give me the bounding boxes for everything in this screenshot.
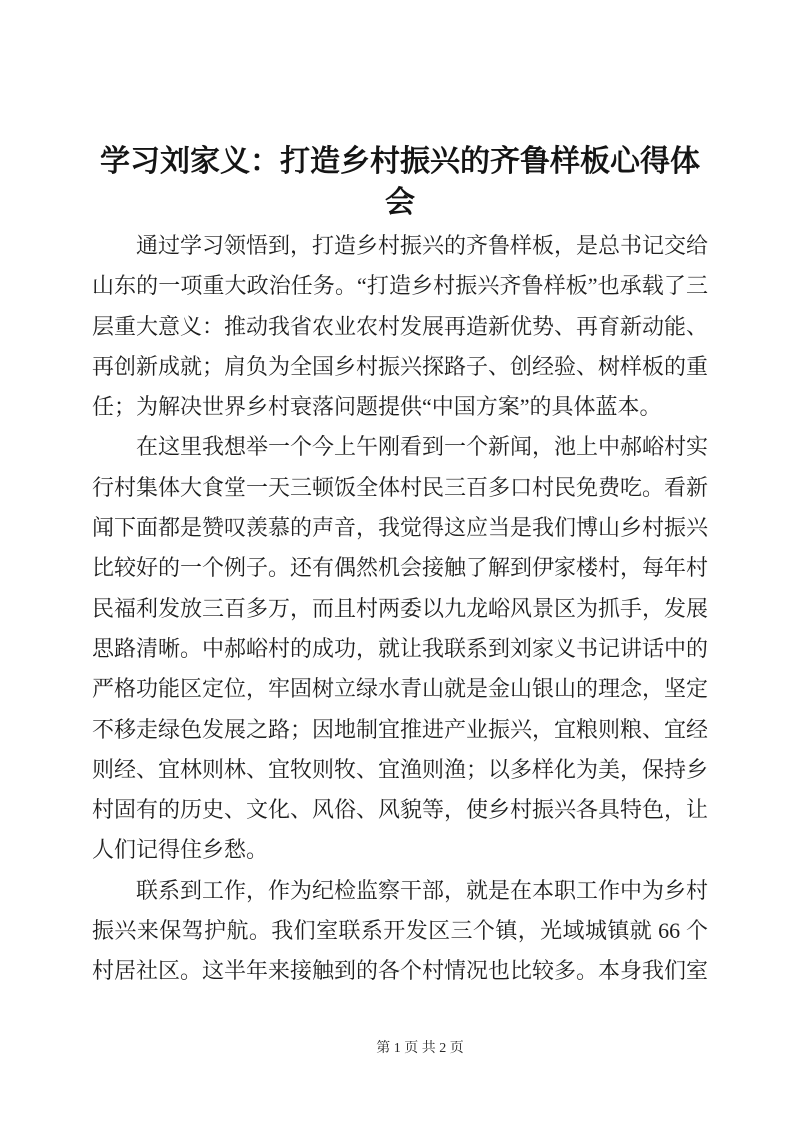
paragraph-3: 联系到工作，作为纪检监察干部，就是在本职工作中为乡村振兴来保驾护航。我们室联系开发区三个镇，光域城镇就 66 个村居社区。这半年来接触到的各个村情况也比较多。本身我们室 [92,877,709,984]
document-title: 学习刘家义：打造乡村振兴的齐鲁样板心得体会 [100,145,700,219]
page-number-indicator: 第 1 页 共 2 页 [376,1041,464,1056]
page-footer [0,1039,800,1059]
paragraph-1: 通过学习领悟到，打造乡村振兴的齐鲁样板，是总书记交给山东的一项重大政治任务。“打造乡村振兴齐鲁样板”也承载了三层重大意义：推动我省农业农村发展再造新优势、再育新动能、再创新成就；肩负为全国乡村振兴探路子、创经验、树样板的重任；为解决世界乡村衰落问题提供“中国方案”的具体蓝本。 [92,233,709,420]
document-body [92,226,708,992]
paragraph-2: 在这里我想举一个今上午刚看到一个新闻，池上中郝峪村实行村集体大食堂一天三顿饭全体村民三百多口村民免费吃。看新闻下面都是赞叹羡慕的声音，我觉得这应当是我们博山乡村振兴比较好的一个例子。还有偶然机会接触了解到伊家楼村，每年村民福利发放三百多万，而且村两委以九龙峪风景区为抓手，发展思路清晰。中郝峪村的成功，就让我联系到刘家义书记讲话中的严格功能区定位，牢固树立绿水青山就是金山银山的理念，坚定不移走绿色发展之路；因地制宜推进产业振兴，宜粮则粮、宜经则经、宜林则林、宜牧则牧、宜渔则渔；以多样化为美，保持乡村固有的历史、文化、风俗、风貌等，使乡村振兴各具特色，让人们记得住乡愁。 [92,434,709,863]
document-content [92,141,708,992]
